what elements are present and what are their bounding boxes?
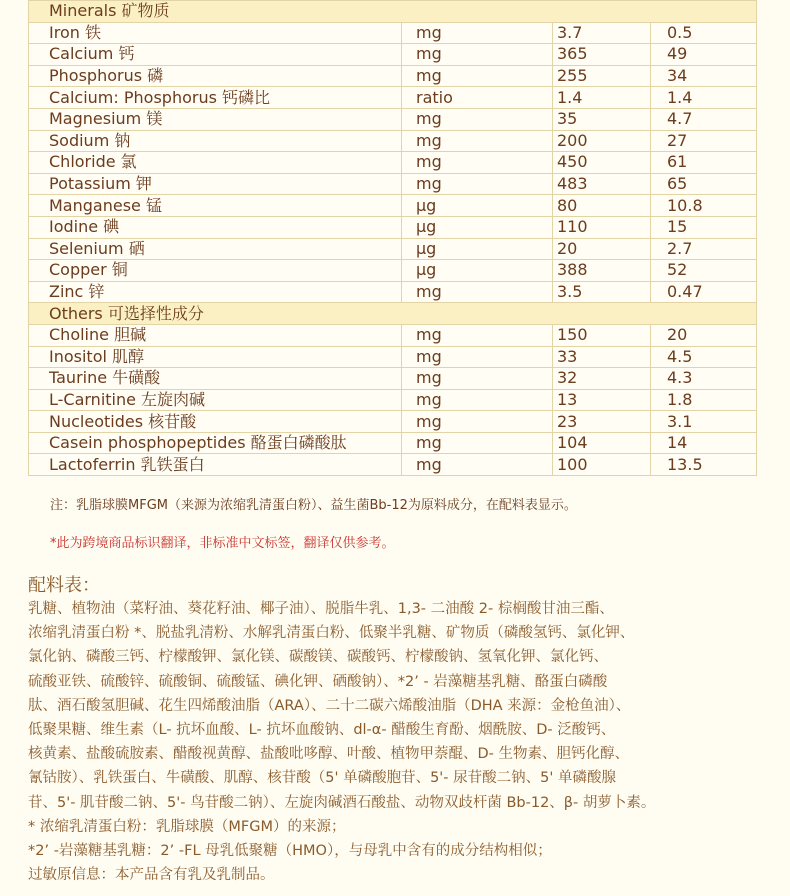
table-row <box>29 368 757 390</box>
nutrient-name: Zinc 锌 <box>29 281 402 303</box>
nutrient-unit: mg <box>402 22 553 44</box>
nutrient-name: Calcium 钙 <box>29 44 402 66</box>
table-row <box>29 152 757 174</box>
nutrient-name: Chloride 氯 <box>29 152 402 174</box>
section-header-row <box>29 1 757 23</box>
nutrient-unit: mg <box>402 65 553 87</box>
table-row <box>29 216 757 238</box>
nutrition-table <box>28 0 757 476</box>
value-per-100g: 13 <box>553 389 651 411</box>
nutrient-unit: mg <box>402 130 553 152</box>
table-row <box>29 130 757 152</box>
nutrient-unit: mg <box>402 152 553 174</box>
table-row <box>29 108 757 130</box>
value-per-100g: 3.7 <box>553 22 651 44</box>
nutrient-name: Lactoferrin 乳铁蛋白 <box>29 454 402 476</box>
ingredients-title: 配料表： <box>28 575 100 596</box>
value-per-100g: 450 <box>553 152 651 174</box>
value-per-100g: 3.5 <box>553 281 651 303</box>
nutrition-table-container <box>28 0 756 476</box>
nutrient-name: Sodium 钠 <box>29 130 402 152</box>
ingredients-line: 氰钴胺）、乳铁蛋白、牛磺酸、肌醇、核苷酸（5' 单磷酸胞苷、5'- 尿苷酸二钠、5' 单磷酸腺 <box>28 770 616 787</box>
value-per-100ml: 61 <box>651 152 757 174</box>
nutrient-unit: ratio <box>402 87 553 109</box>
nutrient-name: Casein phosphopeptides 酪蛋白磷酸肽 <box>29 432 402 454</box>
value-per-100g: 35 <box>553 108 651 130</box>
value-per-100ml: 10.8 <box>651 195 757 217</box>
table-row <box>29 432 757 454</box>
nutrition-table-body <box>29 1 757 476</box>
section-header: Minerals 矿物质 <box>29 1 757 23</box>
nutrient-name: Iron 铁 <box>29 22 402 44</box>
ingredients-line: 氯化钠、磷酸三钙、柠檬酸钾、氯化镁、碳酸镁、碳酸钙、柠檬酸钠、氢氧化钾、氯化钙、 <box>28 649 608 666</box>
nutrient-name: Magnesium 镁 <box>29 108 402 130</box>
nutrient-unit: mg <box>402 411 553 433</box>
nutrient-unit: mg <box>402 368 553 390</box>
value-per-100ml: 20 <box>651 324 757 346</box>
section-header: Others 可选择性成分 <box>29 303 757 325</box>
nutrient-name: Iodine 碘 <box>29 216 402 238</box>
value-per-100ml: 13.5 <box>651 454 757 476</box>
nutrient-name: Manganese 锰 <box>29 195 402 217</box>
nutrient-unit: mg <box>402 432 553 454</box>
table-row <box>29 65 757 87</box>
value-per-100g: 23 <box>553 411 651 433</box>
value-per-100ml: 4.5 <box>651 346 757 368</box>
nutrient-unit: mg <box>402 44 553 66</box>
table-row <box>29 411 757 433</box>
table-row <box>29 260 757 282</box>
value-per-100g: 365 <box>553 44 651 66</box>
value-per-100g: 1.4 <box>553 87 651 109</box>
nutrient-name: Selenium 硒 <box>29 238 402 260</box>
nutrient-unit: μg <box>402 195 553 217</box>
table-row <box>29 324 757 346</box>
nutrient-unit: mg <box>402 108 553 130</box>
ingredients-line: 苷、5'- 肌苷酸二钠、5'- 鸟苷酸二钠）、左旋肉碱酒石酸盐、动物双歧杆菌 Bb-12、β- 胡萝卜素。 <box>28 794 656 811</box>
nutrient-name: Potassium 钾 <box>29 173 402 195</box>
nutrient-unit: mg <box>402 389 553 411</box>
nutrient-name: L-Carnitine 左旋肉碱 <box>29 389 402 411</box>
value-per-100g: 80 <box>553 195 651 217</box>
ingredients-line: 硫酸亚铁、硫酸锌、硫酸铜、硫酸锰、碘化钾、硒酸钠）、*2’ - 岩藻糖基乳糖、酪蛋白磷酸 <box>28 673 608 690</box>
table-row <box>29 44 757 66</box>
value-per-100g: 32 <box>553 368 651 390</box>
value-per-100g: 20 <box>553 238 651 260</box>
table-row <box>29 389 757 411</box>
section-header-row <box>29 303 757 325</box>
table-row <box>29 454 757 476</box>
ingredients-line: 核黄素、盐酸硫胺素、醋酸视黄醇、盐酸吡哆醇、叶酸、植物甲萘醌、D- 生物素、胆钙化醇、 <box>28 746 630 763</box>
value-per-100ml: 15 <box>651 216 757 238</box>
value-per-100g: 110 <box>553 216 651 238</box>
table-row <box>29 195 757 217</box>
value-per-100ml: 3.1 <box>651 411 757 433</box>
table-row <box>29 87 757 109</box>
nutrient-name: Calcium: Phosphorus 钙磷比 <box>29 87 402 109</box>
value-per-100ml: 14 <box>651 432 757 454</box>
value-per-100g: 255 <box>553 65 651 87</box>
value-per-100g: 100 <box>553 454 651 476</box>
nutrient-name: Choline 胆碱 <box>29 324 402 346</box>
table-row <box>29 22 757 44</box>
ingredients-line: 低聚果糖、维生素（L- 抗坏血酸、L- 抗坏血酸钠、dl-α- 醋酸生育酚、烟酰胺、D- 泛酸钙、 <box>28 722 616 739</box>
ingredients-line: 肽、酒石酸氢胆碱、花生四烯酸油脂（ARA）、二十二碳六烯酸油脂（DHA 来源：金枪鱼油）、 <box>28 697 631 714</box>
nutrient-unit: μg <box>402 216 553 238</box>
ingredients-line: 浓缩乳清蛋白粉 *、脱盐乳清粉、水解乳清蛋白粉、低聚半乳糖、矿物质（磷酸氢钙、氯化钾、 <box>28 625 635 642</box>
value-per-100g: 200 <box>553 130 651 152</box>
nutrient-unit: mg <box>402 346 553 368</box>
nutrient-unit: mg <box>402 324 553 346</box>
value-per-100ml: 0.5 <box>651 22 757 44</box>
table-row <box>29 173 757 195</box>
value-per-100ml: 2.7 <box>651 238 757 260</box>
ingredient-source-note: 注：乳脂球膜MFGM（来源为浓缩乳清蛋白粉）、益生菌Bb-12为原料成分，在配料表显示。 <box>50 498 577 513</box>
nutrient-unit: μg <box>402 260 553 282</box>
value-per-100ml: 1.8 <box>651 389 757 411</box>
nutrient-unit: mg <box>402 173 553 195</box>
value-per-100ml: 52 <box>651 260 757 282</box>
nutrient-name: Inositol 肌醇 <box>29 346 402 368</box>
nutrient-name: Phosphorus 磷 <box>29 65 402 87</box>
value-per-100ml: 34 <box>651 65 757 87</box>
value-per-100g: 104 <box>553 432 651 454</box>
value-per-100ml: 27 <box>651 130 757 152</box>
value-per-100ml: 65 <box>651 173 757 195</box>
nutrient-unit: μg <box>402 238 553 260</box>
nutrient-unit: mg <box>402 281 553 303</box>
value-per-100ml: 1.4 <box>651 87 757 109</box>
nutrient-unit: mg <box>402 454 553 476</box>
nutrient-name: Nucleotides 核苷酸 <box>29 411 402 433</box>
ingredients-line: *2’ -岩藻糖基乳糖：2’ -FL 母乳低聚糖（HMO），与母乳中含有的成分结构相似； <box>28 843 552 860</box>
nutrient-name: Taurine 牛磺酸 <box>29 368 402 390</box>
value-per-100ml: 4.3 <box>651 368 757 390</box>
value-per-100ml: 0.47 <box>651 281 757 303</box>
ingredients-line: 乳糖、植物油（菜籽油、葵花籽油、椰子油）、脱脂牛乳、1,3- 二油酸 2- 棕榈酸甘油三酯、 <box>28 601 614 617</box>
value-per-100g: 483 <box>553 173 651 195</box>
ingredients-line: 过敏原信息：本产品含有乳及乳制品。 <box>28 867 275 884</box>
value-per-100ml: 4.7 <box>651 108 757 130</box>
translation-disclaimer: *此为跨境商品标识翻译，非标准中文标签，翻译仅供参考。 <box>50 536 395 551</box>
table-row <box>29 281 757 303</box>
value-per-100g: 388 <box>553 260 651 282</box>
value-per-100g: 33 <box>553 346 651 368</box>
value-per-100g: 150 <box>553 324 651 346</box>
ingredients-list <box>28 597 768 887</box>
ingredients-line: * 浓缩乳清蛋白粉：乳脂球膜（MFGM）的来源； <box>28 818 346 835</box>
value-per-100ml: 49 <box>651 44 757 66</box>
nutrient-name: Copper 铜 <box>29 260 402 282</box>
table-row <box>29 238 757 260</box>
table-row <box>29 346 757 368</box>
